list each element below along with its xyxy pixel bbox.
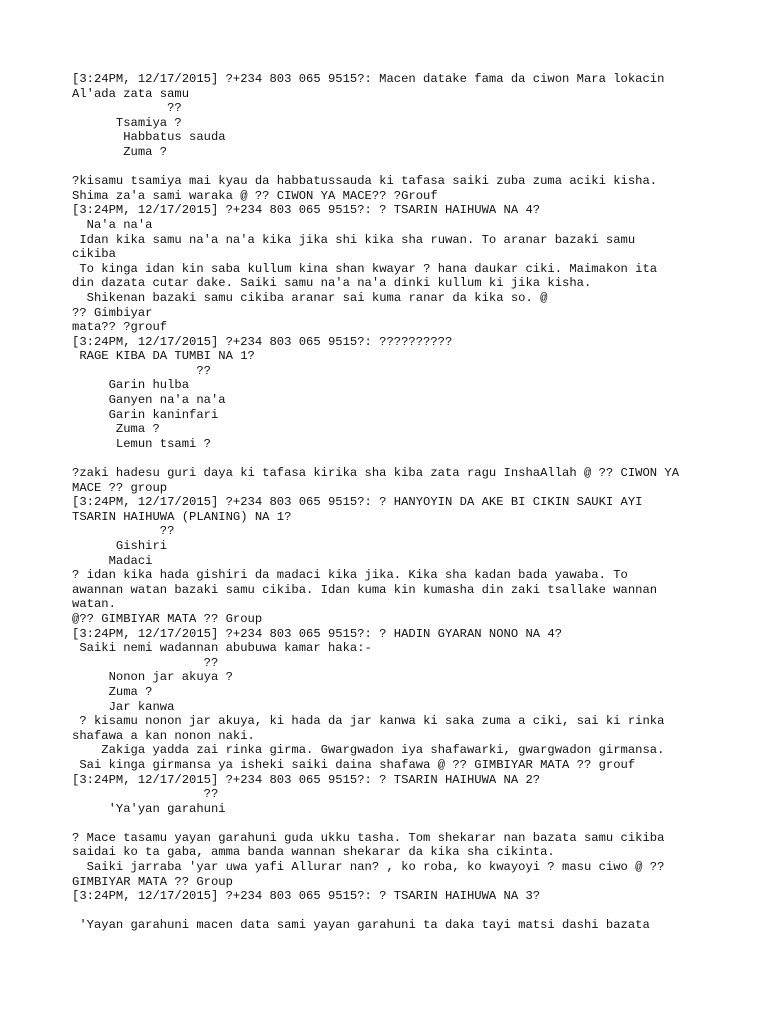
text-line: Na'a na'a — [72, 217, 153, 232]
text-line: Zuma ? — [72, 422, 160, 437]
text-line: 'Yayan garahuni macen data sami yayan garahuni ta daka tayi matsi dashi bazata — [72, 918, 650, 933]
text-line: [3:24PM, 12/17/2015] ?+234 803 065 9515?: ? HANYOYIN DA AKE BI CIKIN SAUKI AYI — [72, 495, 643, 510]
text-line: ?zaki hadesu guri daya ki tafasa kirika sha kiba zata ragu InshaAllah @ ?? CIWON YA — [72, 466, 680, 481]
text-line: Lemun tsami ? — [72, 436, 211, 451]
document-body — [72, 72, 700, 933]
text-line: Jar kanwa — [72, 699, 175, 714]
text-line: Zuma ? — [72, 144, 168, 159]
text-line: [3:24PM, 12/17/2015] ?+234 803 065 9515?: ? TSARIN HAIHUWA NA 4? — [72, 203, 541, 218]
text-line: Saiki jarraba 'yar uwa yafi Allurar nan? , ko roba, ko kwayoyi ? masu ciwo @ ?? — [72, 860, 665, 875]
text-line: To kinga idan kin saba kullum kina shan kwayar ? hana daukar ciki. Maimakon ita — [72, 261, 658, 276]
text-line: ?? — [72, 363, 211, 378]
text-line: Habbatus sauda — [72, 130, 226, 145]
text-line: @?? GIMBIYAR MATA ?? Group — [72, 611, 263, 626]
text-line: Ganyen na'a na'a — [72, 393, 226, 408]
text-line: watan. — [72, 597, 116, 612]
text-line: ?? — [72, 787, 219, 802]
text-line: cikiba — [72, 247, 116, 262]
text-line: din dazata cutar dake. Saiki samu na'a na'a dinki kullum ki jika kisha. — [72, 276, 592, 291]
text-line: Shikenan bazaki samu cikiba aranar sai kuma ranar da kika so. @ — [72, 290, 548, 305]
text-line: Nonon jar akuya ? — [72, 670, 233, 685]
text-line: ?? — [72, 101, 182, 116]
text-line: mata?? ?grouf — [72, 320, 168, 335]
text-line: Garin hulba — [72, 378, 190, 393]
text-line: [3:24PM, 12/17/2015] ?+234 803 065 9515?: ? TSARIN HAIHUWA NA 3? — [72, 889, 541, 904]
text-line: ? kisamu nonon jar akuya, ki hada da jar kanwa ki saka zuma a ciki, sai ki rinka — [72, 714, 665, 729]
text-line: ? Mace tasamu yayan garahuni guda ukku tasha. Tom shekarar nan bazata samu cikiba — [72, 830, 665, 845]
text-line: [3:24PM, 12/17/2015] ?+234 803 065 9515?: ?????????? — [72, 334, 453, 349]
text-line: Zuma ? — [72, 684, 153, 699]
text-line: Saiki nemi wadannan abubuwa kamar haka:- — [72, 641, 372, 656]
text-line: ?? — [72, 655, 219, 670]
text-line: Al'ada zata samu — [72, 86, 190, 101]
text-line: ?kisamu tsamiya mai kyau da habbatussauda ki tafasa saiki zuba zuma aciki kisha. — [72, 174, 658, 189]
text-line: [3:24PM, 12/17/2015] ?+234 803 065 9515?: ? HADIN GYARAN NONO NA 4? — [72, 626, 563, 641]
text-line: ? idan kika hada gishiri da madaci kika jika. Kika sha kadan bada yawaba. To — [72, 568, 628, 583]
blank-line — [72, 816, 700, 831]
text-line: [3:24PM, 12/17/2015] ?+234 803 065 9515?: Macen datake fama da ciwon Mara lokacin — [72, 72, 665, 86]
blank-line — [72, 904, 700, 919]
text-line: Gishiri — [72, 539, 168, 553]
text-line: Idan kika samu na'a na'a kika jika shi kika sha ruwan. To aranar bazaki samu — [72, 232, 636, 247]
text-line: Madaci — [72, 553, 153, 568]
text-line: Sai kinga girmansa ya isheki saiki daina shafawa @ ?? GIMBIYAR MATA ?? grouf — [72, 757, 636, 772]
text-line: saidai ko ta gaba, amma banda wannan shekarar da kika sha cikinta. — [72, 845, 555, 860]
text-line: [3:24PM, 12/17/2015] ?+234 803 065 9515?: ? TSARIN HAIHUWA NA 2? — [72, 772, 541, 787]
text-line: MACE ?? group — [72, 480, 168, 495]
text-line: awannan watan bazaki samu cikiba. Idan kuma kin kumasha din zaki tsallake wannan — [72, 582, 658, 597]
text-line: Shima za'a sami waraka @ ?? CIWON YA MACE?? ?Grouf — [72, 188, 438, 203]
text-line: Garin kaninfari — [72, 407, 219, 422]
blank-line — [72, 451, 700, 466]
text-line: GIMBIYAR MATA ?? Group — [72, 874, 233, 889]
blank-line — [72, 160, 700, 175]
text-line: 'Ya'yan garahuni — [72, 801, 226, 816]
text-line: Zakiga yadda zai rinka girma. Gwargwadon iya shafawarki, gwargwadon girmansa. — [72, 743, 665, 758]
text-line: ?? Gimbiyar — [72, 305, 153, 320]
text-line: RAGE KIBA DA TUMBI NA 1? — [72, 349, 255, 364]
text-line: TSARIN HAIHUWA (PLANING) NA 1? — [72, 509, 292, 524]
text-line: shafawa a kan nonon naki. — [72, 728, 255, 743]
text-line: ?? — [72, 524, 175, 539]
text-line: Tsamiya ? — [72, 115, 182, 130]
